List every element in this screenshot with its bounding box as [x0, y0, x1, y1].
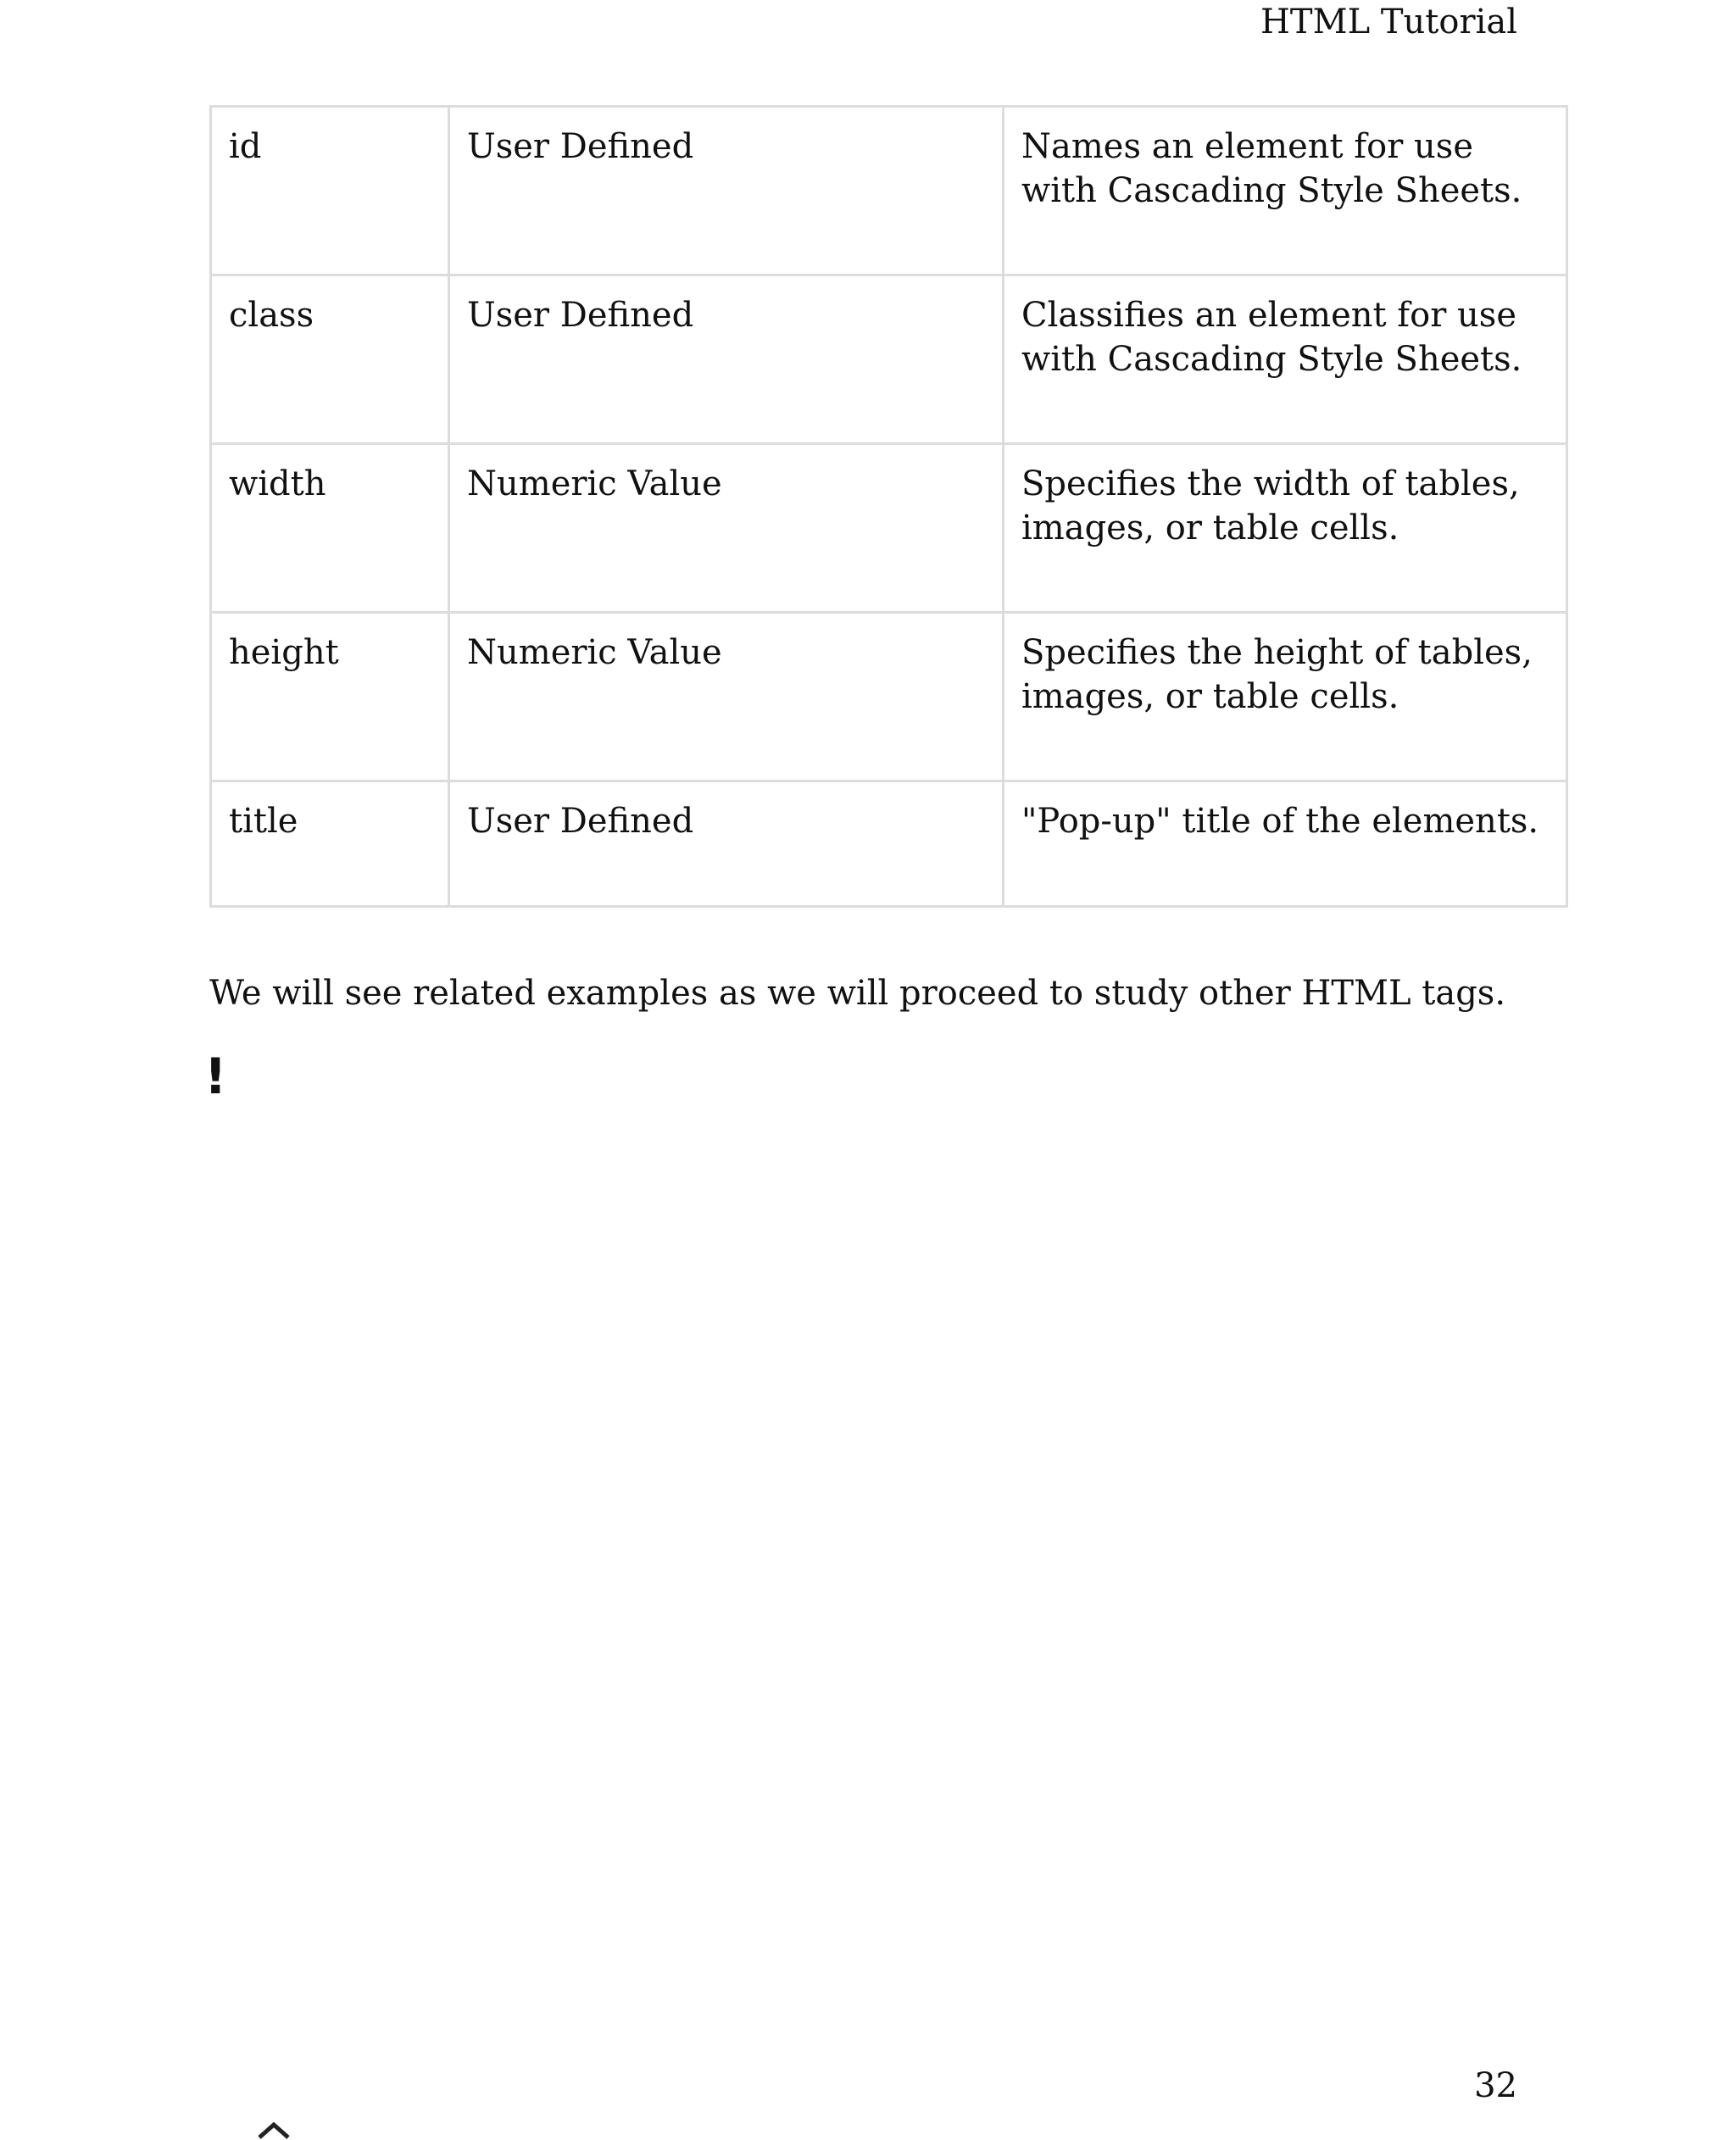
attribute-cell: id — [211, 107, 449, 275]
caret-up-icon — [256, 2119, 292, 2140]
attribute-cell: title — [211, 781, 449, 907]
description-cell: Names an element for use with Cascading Style Sheets. — [1004, 107, 1567, 275]
table-row — [211, 444, 1567, 613]
attribute-cell: width — [211, 444, 449, 613]
table-row — [211, 275, 1567, 444]
attribute-cell: height — [211, 613, 449, 781]
table-row — [211, 613, 1567, 781]
value-cell: Numeric Value — [449, 444, 1004, 613]
table-row — [211, 107, 1567, 275]
table-row — [211, 781, 1567, 907]
page-number: 32 — [1474, 2066, 1517, 2105]
description-cell: Specifies the height of tables, images, or table cells. — [1004, 613, 1567, 781]
value-cell: User Defined — [449, 275, 1004, 444]
value-cell: User Defined — [449, 781, 1004, 907]
value-cell: User Defined — [449, 107, 1004, 275]
exclamation-glyph: ! — [204, 1048, 227, 1105]
value-cell: Numeric Value — [449, 613, 1004, 781]
description-cell: Specifies the width of tables, images, or table cells. — [1004, 444, 1567, 613]
body-paragraph: We will see related examples as we will proceed to study other HTML tags. — [209, 974, 1506, 1013]
description-cell: Classifies an element for use with Cascading Style Sheets. — [1004, 275, 1567, 444]
running-header: HTML Tutorial — [1260, 3, 1517, 42]
attribute-cell: class — [211, 275, 449, 444]
attributes-table — [209, 105, 1568, 908]
description-cell: "Pop-up" title of the elements. — [1004, 781, 1567, 907]
